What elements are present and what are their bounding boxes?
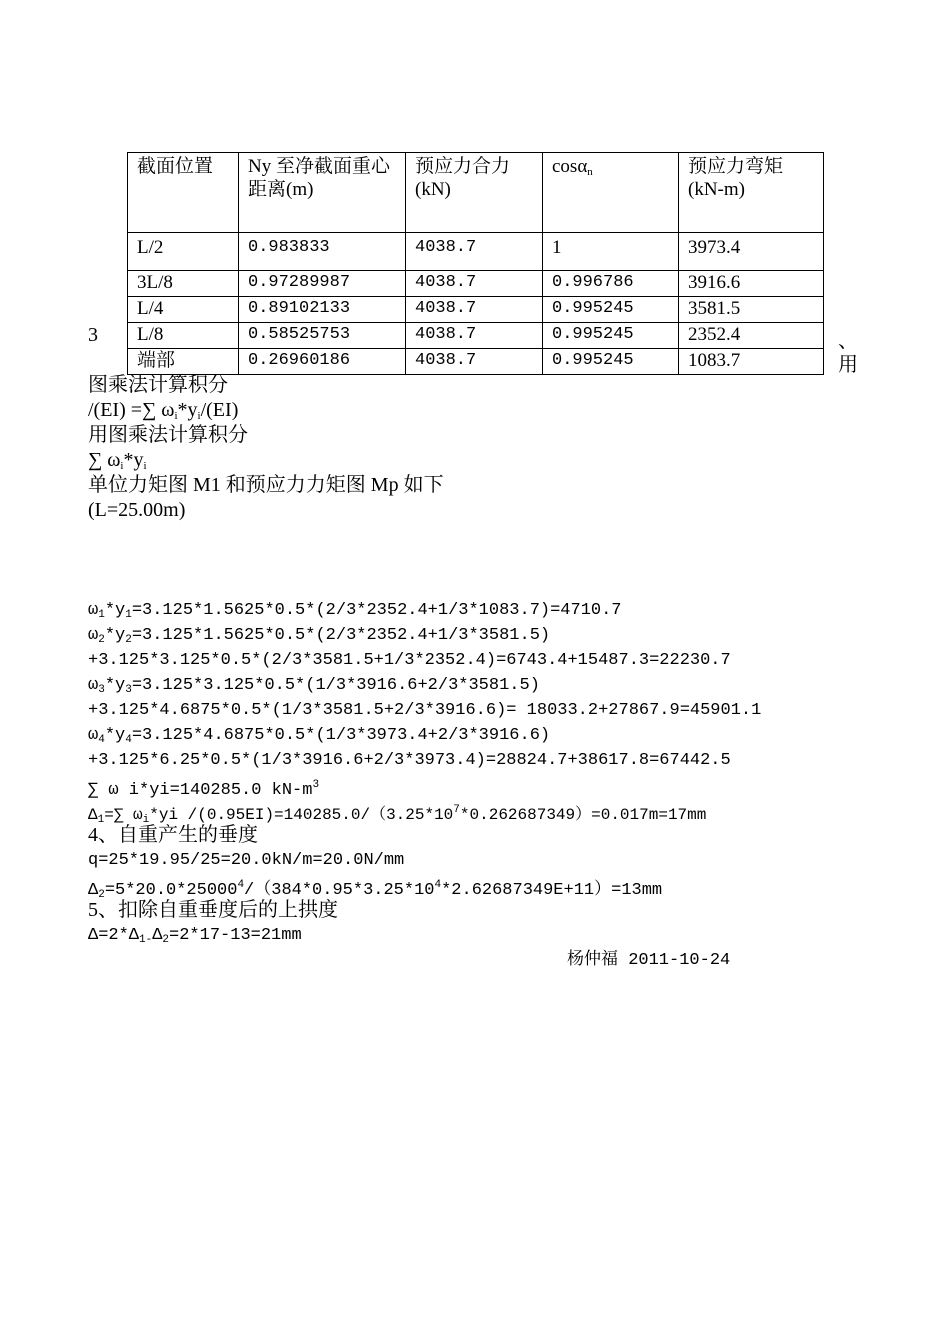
item-tail: 用 <box>838 354 858 376</box>
t: 3 <box>312 779 320 791</box>
cell: 3916.6 <box>679 271 824 297</box>
t: =3.125*3.125*0.5*(1/3*3916.6+2/3*3581.5) <box>131 676 540 695</box>
t: *yi /(0.95EI)=140285.0/（3.25*10 <box>149 806 454 824</box>
cell: 4038.7 <box>406 233 543 271</box>
table-row <box>128 297 824 323</box>
t: Δ <box>152 926 163 945</box>
cell: 3973.4 <box>679 233 824 271</box>
t: 1 <box>97 814 105 826</box>
header-cos-sub: n <box>587 166 593 178</box>
t: ω <box>88 601 99 620</box>
table-row <box>128 271 824 297</box>
header-distance: Ny 至净截面重心距离(m) <box>239 153 406 233</box>
calc-line: +3.125*3.125*0.5*(2/3*3581.5+1/3*2352.4)=6743.4+15487.3=22230.7 <box>88 651 731 670</box>
t: *y <box>177 399 198 421</box>
t: Δ <box>88 881 99 900</box>
t: =∑ ω <box>104 806 143 824</box>
table-row <box>128 233 824 271</box>
cell: 0.97289987 <box>239 271 406 297</box>
calc-line: +3.125*6.25*0.5*(1/3*3916.6+2/3*3973.4)=28824.7+38617.8=67442.5 <box>88 751 731 770</box>
t: 3 <box>125 684 132 696</box>
t: i <box>197 410 201 422</box>
t: ∑ ω <box>88 449 121 471</box>
header-cos <box>543 153 679 233</box>
cell: 3581.5 <box>679 297 824 323</box>
t: /（384*0.95*3.25*10 <box>244 881 435 900</box>
calc-line: +3.125*4.6875*0.5*(1/3*3581.5+2/3*3916.6)= 18033.2+27867.9=45901.1 <box>88 701 762 720</box>
cell: 1083.7 <box>679 349 824 375</box>
cell: 端部 <box>128 349 239 375</box>
t: i <box>120 460 124 472</box>
item-mark: 、 <box>838 330 858 352</box>
t: =3.125*1.5625*0.5*(2/3*2352.4+1/3*3581.5) <box>131 626 551 645</box>
table-row <box>128 349 824 375</box>
t: =3.125*1.5625*0.5*(2/3*2352.4+1/3*1083.7)=4710.7 <box>131 601 622 620</box>
section-heading: 4、自重产生的垂度 <box>88 824 258 846</box>
t: 2 <box>98 634 105 646</box>
t: =2*17-13=21mm <box>169 926 302 945</box>
header-section: 截面位置 <box>128 153 239 233</box>
t: *y <box>104 626 126 645</box>
cell: 4038.7 <box>406 323 543 349</box>
table-row <box>128 323 824 349</box>
t: *y <box>104 676 126 695</box>
cell: 0.995245 <box>543 297 679 323</box>
cell: 1 <box>543 233 679 271</box>
t: *y <box>123 449 144 471</box>
item-number: 3 <box>88 324 98 346</box>
cell: L/8 <box>128 323 239 349</box>
cell: 0.996786 <box>543 271 679 297</box>
header-cos-text: cosα <box>552 156 588 177</box>
header-force: 预应力合力(kN) <box>406 153 543 233</box>
t: 4 <box>434 879 442 891</box>
signature: 杨仲福 2011-10-24 <box>567 951 731 970</box>
t: 3 <box>98 684 105 696</box>
cell: 0.58525753 <box>239 323 406 349</box>
cell: 2352.4 <box>679 323 824 349</box>
t: Δ <box>88 806 98 824</box>
text-line: (L=25.00m) <box>88 499 186 521</box>
t: 1- <box>139 934 153 946</box>
cell: 4038.7 <box>406 297 543 323</box>
t: =5*20.0*25000 <box>104 881 238 900</box>
t: ω <box>88 676 99 695</box>
cell: 4038.7 <box>406 271 543 297</box>
prestress-table <box>127 152 824 375</box>
text-line: 用图乘法计算积分 <box>88 424 248 446</box>
t: 7 <box>453 804 460 816</box>
cell: 0.995245 <box>543 349 679 375</box>
cell: 0.89102133 <box>239 297 406 323</box>
t: *y <box>104 726 126 745</box>
calc-line: q=25*19.95/25=20.0kN/m=20.0N/mm <box>88 851 405 870</box>
header-moment: 预应力弯矩(kN-m) <box>679 153 824 233</box>
t: 2 <box>125 634 132 646</box>
t: /(EI) <box>200 399 239 421</box>
t: 2 <box>162 934 170 946</box>
t: Δ=2*Δ <box>88 926 140 945</box>
t: i <box>142 814 150 826</box>
cell: L/4 <box>128 297 239 323</box>
t: *0.262687349）=0.017m=17mm <box>459 806 707 824</box>
cell: 4038.7 <box>406 349 543 375</box>
t: 1 <box>125 609 132 621</box>
text-line: 单位力矩图 M1 和预应力力矩图 Mp 如下 <box>88 474 444 496</box>
t: =3.125*4.6875*0.5*(1/3*3973.4+2/3*3916.6) <box>131 726 551 745</box>
section-heading: 5、扣除自重垂度后的上拱度 <box>88 899 338 921</box>
cell: 0.995245 <box>543 323 679 349</box>
t: 4 <box>125 734 132 746</box>
t: 4 <box>98 734 105 746</box>
t: i <box>143 460 147 472</box>
t: ω <box>88 726 99 745</box>
t: *2.62687349E+11）=13mm <box>441 881 663 900</box>
cell: 0.26960186 <box>239 349 406 375</box>
cell: 0.983833 <box>239 233 406 271</box>
t: *y <box>104 601 126 620</box>
t: 2 <box>98 889 105 901</box>
t: 1 <box>98 609 105 621</box>
t: /(EI) =∑ ω <box>88 399 175 421</box>
t: ∑ ω i*yi=140285.0 kN-m <box>88 781 313 800</box>
text-line: 图乘法计算积分 <box>88 374 228 396</box>
t: ω <box>88 626 99 645</box>
cell: L/2 <box>128 233 239 271</box>
table-header-row <box>128 153 824 233</box>
t: 4 <box>237 879 245 891</box>
calc-line <box>88 923 302 953</box>
t: i <box>174 410 178 422</box>
cell: 3L/8 <box>128 271 239 297</box>
